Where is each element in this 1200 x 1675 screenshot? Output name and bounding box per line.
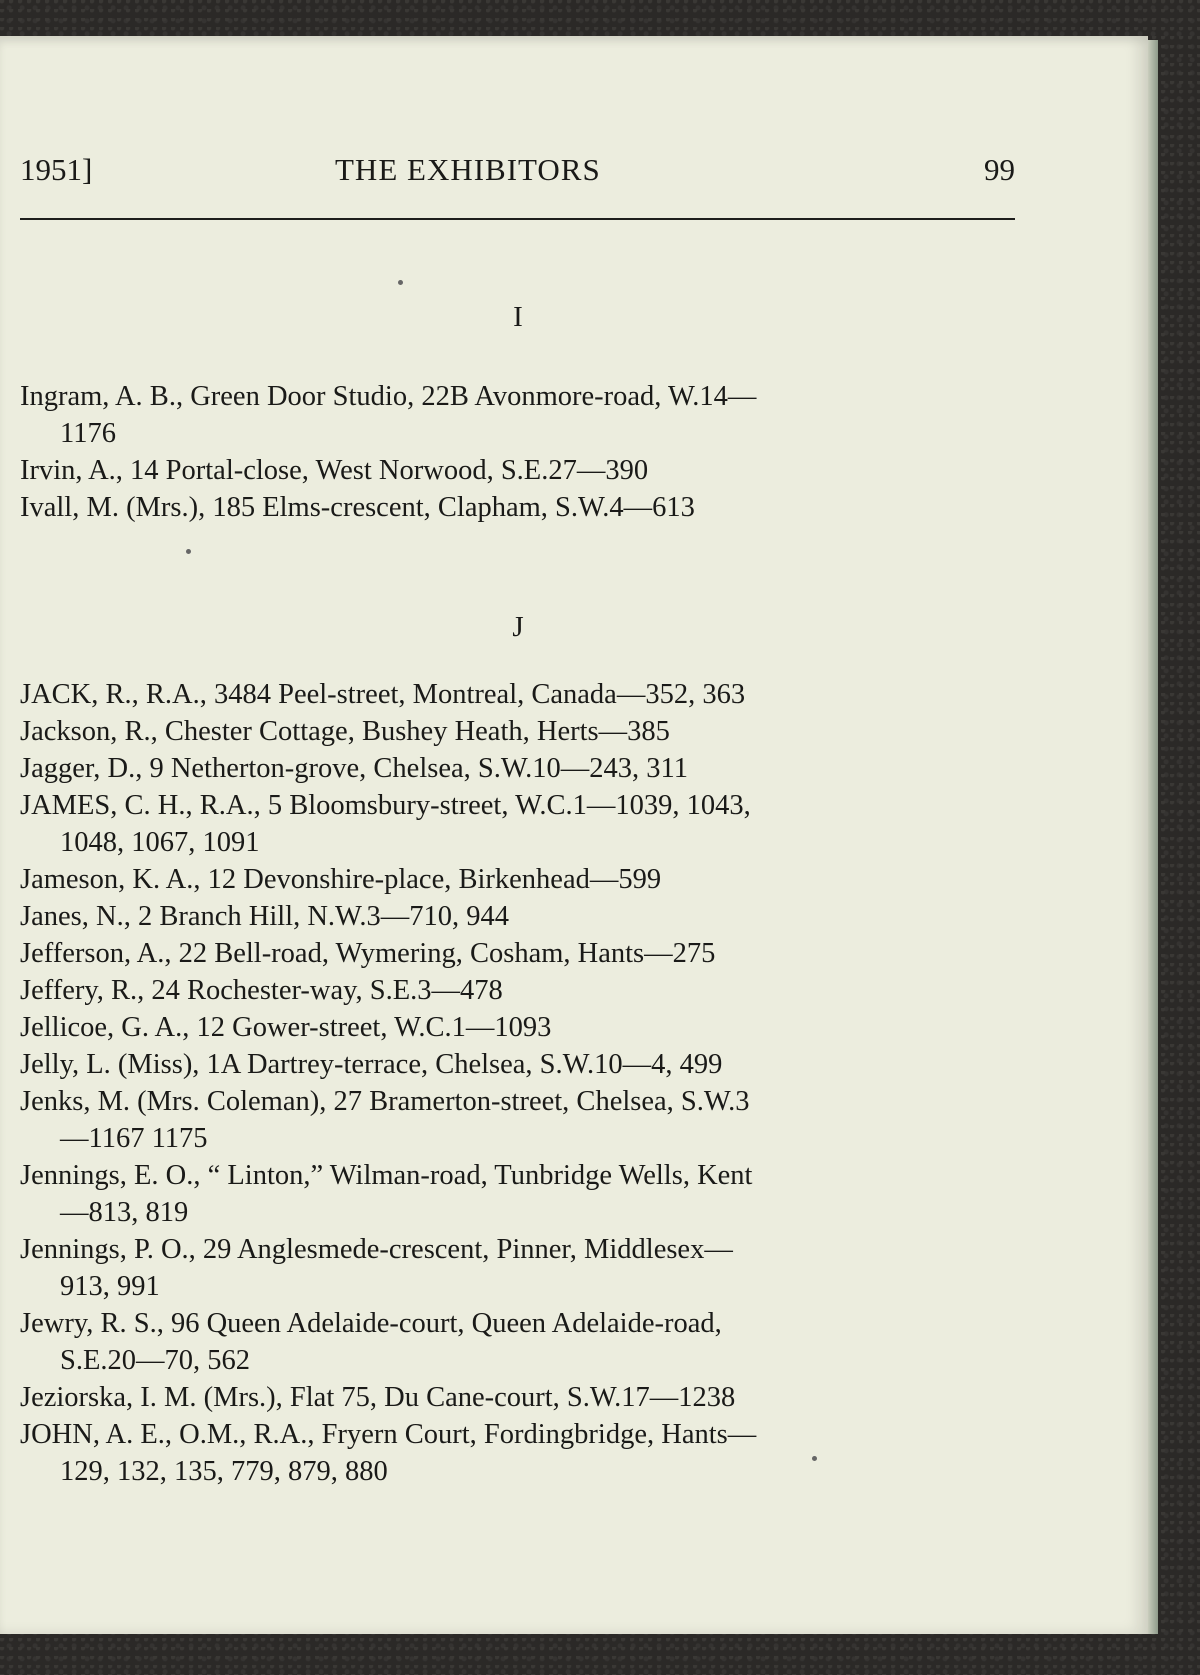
header-title: THE EXHIBITORS xyxy=(335,152,601,187)
section-letter-i: I xyxy=(513,301,523,333)
list-item xyxy=(20,489,1030,526)
list-item xyxy=(20,713,1030,750)
entry-text: Jellicoe, G. A., 12 Gower-street, W.C.1—1093 xyxy=(20,1012,552,1043)
entry-continuation: 1048, 1067, 1091 xyxy=(60,827,260,858)
entry-text: Jameson, K. A., 12 Devonshire-place, Birkenhead—599 xyxy=(20,864,662,895)
entry-text: Jackson, R., Chester Cottage, Bushey Heath, Herts—385 xyxy=(20,716,670,747)
page-edge xyxy=(1148,40,1158,1634)
list-item xyxy=(20,787,1030,861)
list-item xyxy=(20,750,1030,787)
list-item xyxy=(20,1009,1030,1046)
entry-text: Janes, N., 2 Branch Hill, N.W.3—710, 944 xyxy=(20,901,509,932)
list-item xyxy=(20,1379,1030,1416)
section-letter-j: J xyxy=(512,611,524,643)
entry-continuation: —813, 819 xyxy=(60,1197,189,1228)
list-item xyxy=(20,861,1030,898)
paper-speck xyxy=(812,1456,817,1461)
entry-text: Ingram, A. B., Green Door Studio, 22B Avonmore-road, W.14— xyxy=(20,381,757,412)
list-item xyxy=(20,972,1030,1009)
entry-text: JAMES, C. H., R.A., 5 Bloomsbury-street, W.C.1—1039, 1043, xyxy=(20,790,751,821)
list-item xyxy=(20,1416,1030,1490)
running-header xyxy=(20,146,1015,196)
list-item xyxy=(20,378,1030,452)
list-item xyxy=(20,1231,1030,1305)
list-item xyxy=(20,898,1030,935)
entry-continuation: 129, 132, 135, 779, 879, 880 xyxy=(60,1456,388,1487)
entry-continuation: —1167 1175 xyxy=(60,1123,208,1154)
entry-text: Jewry, R. S., 96 Queen Adelaide-court, Queen Adelaide-road, xyxy=(20,1308,722,1339)
entry-text: Jeffery, R., 24 Rochester-way, S.E.3—478 xyxy=(20,975,503,1006)
paper-speck xyxy=(398,280,403,285)
list-item xyxy=(20,1157,1030,1231)
list-item xyxy=(20,452,1030,489)
entry-text: Jelly, L. (Miss), 1A Dartrey-terrace, Chelsea, S.W.10—4, 499 xyxy=(20,1049,723,1080)
paper-speck xyxy=(186,549,191,554)
list-item xyxy=(20,1083,1030,1157)
entry-continuation: S.E.20—70, 562 xyxy=(60,1345,251,1376)
entry-text: Irvin, A., 14 Portal-close, West Norwood, S.E.27—390 xyxy=(20,455,649,486)
book-page xyxy=(0,36,1148,1634)
entry-text: Jennings, E. O., “ Linton,” Wilman-road, Tunbridge Wells, Kent xyxy=(20,1160,753,1191)
entry-text: JACK, R., R.A., 3484 Peel-street, Montreal, Canada—352, 363 xyxy=(20,679,746,710)
entry-text: Ivall, M. (Mrs.), 185 Elms-crescent, Clapham, S.W.4—613 xyxy=(20,492,695,523)
list-item xyxy=(20,1305,1030,1379)
list-item xyxy=(20,1046,1030,1083)
entry-text: JOHN, A. E., O.M., R.A., Fryern Court, Fordingbridge, Hants— xyxy=(20,1419,757,1450)
header-rule xyxy=(20,218,1015,220)
list-item xyxy=(20,676,1030,713)
entry-text: Jenks, M. (Mrs. Coleman), 27 Bramerton-street, Chelsea, S.W.3 xyxy=(20,1086,750,1117)
entry-text: Jefferson, A., 22 Bell-road, Wymering, Cosham, Hants—275 xyxy=(20,938,716,969)
list-item xyxy=(20,935,1030,972)
page-number: 99 xyxy=(984,152,1015,187)
header-year: 1951] xyxy=(20,152,93,187)
entry-text: Jagger, D., 9 Netherton-grove, Chelsea, S.W.10—243, 311 xyxy=(20,753,688,784)
entry-continuation: 913, 991 xyxy=(60,1271,160,1302)
entry-text: Jeziorska, I. M. (Mrs.), Flat 75, Du Cane-court, S.W.17—1238 xyxy=(20,1382,736,1413)
entry-continuation: 1176 xyxy=(60,418,116,449)
entry-text: Jennings, P. O., 29 Anglesmede-crescent, Pinner, Middlesex— xyxy=(20,1234,733,1265)
